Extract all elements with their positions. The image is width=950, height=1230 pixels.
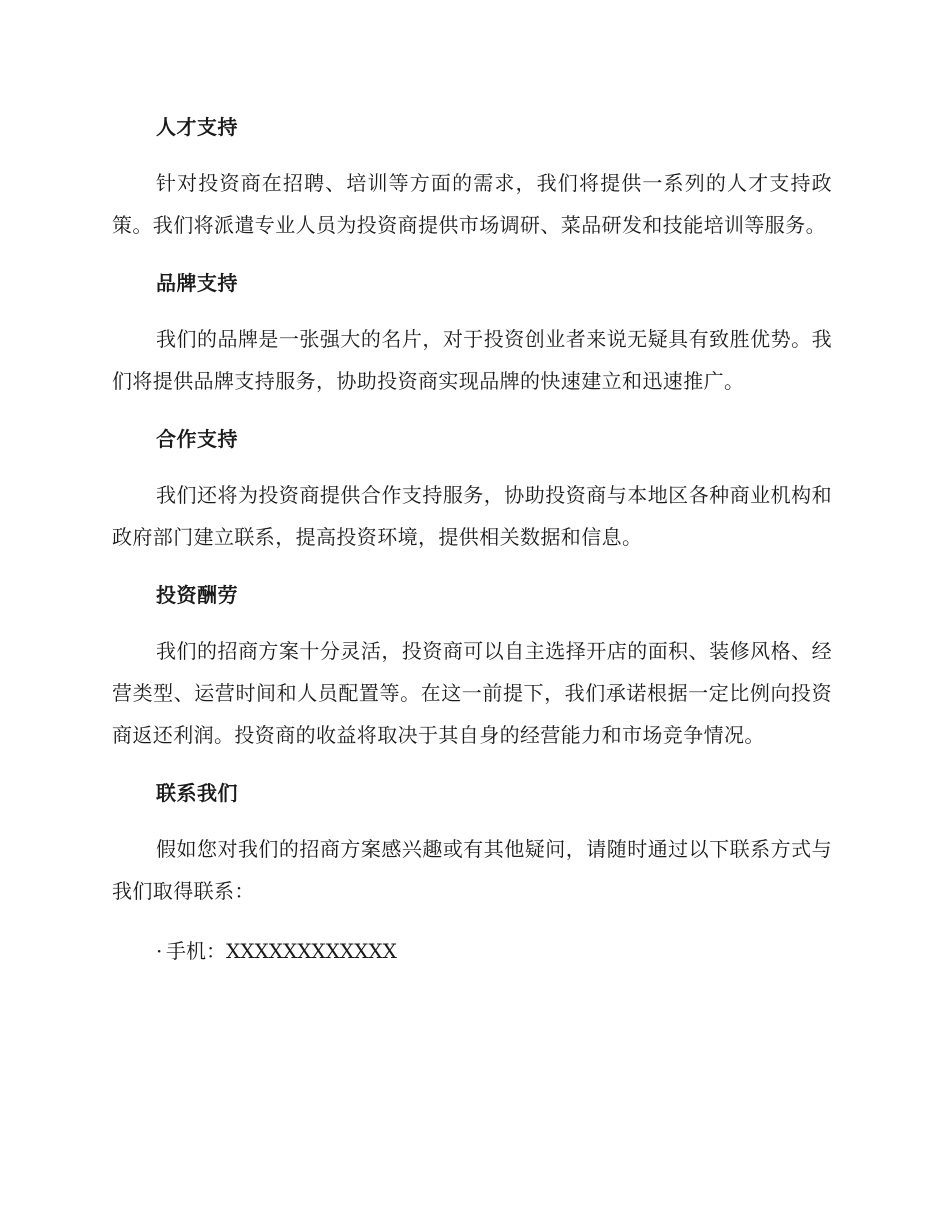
section-brand-support: [112, 264, 832, 402]
bullet-icon: ·: [156, 939, 163, 963]
section-contact-us: [112, 774, 832, 912]
section-cooperation-support: [112, 420, 832, 558]
section-heading: 联系我们: [156, 781, 238, 805]
document-page: [112, 108, 832, 972]
section-heading: 投资酬劳: [156, 583, 238, 607]
phone-label: 手机：: [166, 939, 226, 963]
section-heading: 品牌支持: [156, 271, 238, 295]
section-paragraph: 假如您对我们的招商方案感兴趣或有其他疑问，请随时通过以下联系方式与我们取得联系：: [112, 837, 832, 903]
phone-value: XXXXXXXXXXXX: [226, 939, 397, 963]
section-paragraph: 我们的品牌是一张强大的名片，对于投资创业者来说无疑具有致胜优势。我们将提供品牌支持服务，协助投资商实现品牌的快速建立和迅速推广。: [112, 327, 832, 393]
section-investment-return: [112, 576, 832, 756]
section-paragraph: 我们还将为投资商提供合作支持服务，协助投资商与本地区各种商业机构和政府部门建立联系，提高投资环境，提供相关数据和信息。: [112, 483, 832, 549]
section-heading: 人才支持: [156, 115, 238, 139]
section-heading: 合作支持: [156, 427, 238, 451]
contact-phone-item: [156, 930, 832, 972]
section-paragraph: 我们的招商方案十分灵活，投资商可以自主选择开店的面积、装修风格、经营类型、运营时间和人员配置等。在这一前提下，我们承诺根据一定比例向投资商返还利润。投资商的收益将取决于其自身的经营能力和市场竞争情况。: [112, 639, 832, 747]
section-talent-support: [112, 108, 832, 246]
section-paragraph: 针对投资商在招聘、培训等方面的需求，我们将提供一系列的人才支持政策。我们将派遣专业人员为投资商提供市场调研、菜品研发和技能培训等服务。: [112, 171, 832, 237]
